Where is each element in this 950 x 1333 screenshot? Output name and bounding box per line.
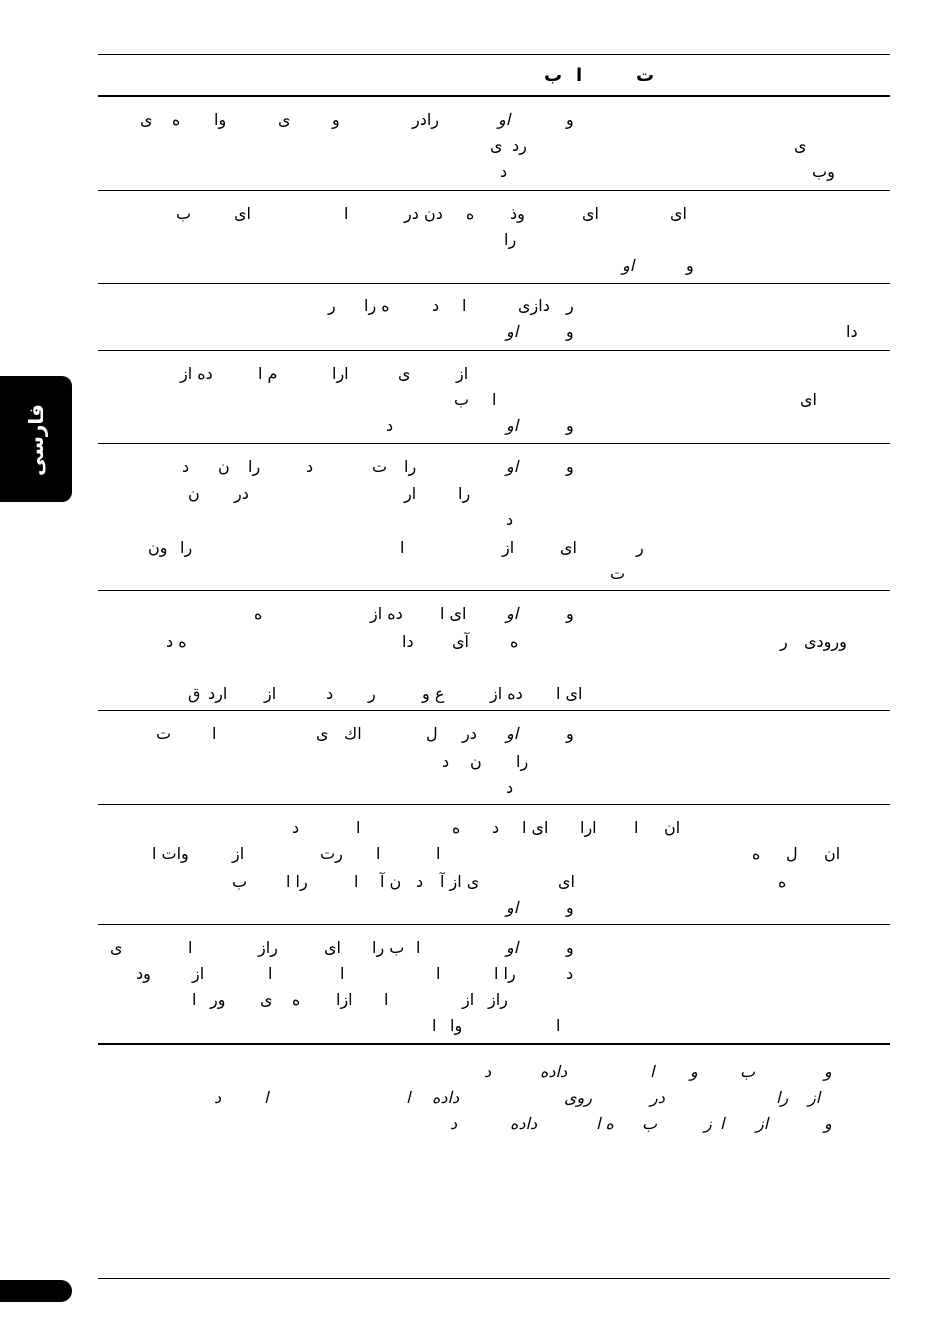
row-text: ب — [176, 204, 192, 223]
row-text: ای — [234, 204, 251, 223]
row-text: د — [326, 684, 334, 703]
row-text: اك — [344, 724, 362, 743]
footnote-text: ا — [264, 1088, 269, 1107]
row-text: ن آ — [380, 872, 402, 891]
row-text: ی — [110, 938, 123, 957]
row-text: ر — [566, 296, 574, 315]
row-text: د — [506, 510, 514, 529]
row-text: ه — [292, 990, 301, 1009]
row-text: ی — [316, 724, 329, 743]
footnote-text: و — [824, 1114, 832, 1133]
row-rule — [98, 190, 890, 191]
row-text: د — [306, 457, 314, 476]
row-text: ه — [510, 632, 519, 651]
row-text: و — [566, 416, 574, 435]
page-number-tab — [0, 1280, 72, 1302]
row-text: ی — [260, 990, 273, 1009]
row-text: او — [498, 110, 511, 129]
top-rule — [98, 54, 890, 55]
bottom-rule — [98, 1278, 890, 1279]
row-text: ل — [786, 844, 798, 863]
row-text: را — [516, 752, 529, 771]
row-text: ا — [188, 938, 193, 957]
row-text: د — [432, 296, 440, 315]
footnote-text: از — [756, 1114, 769, 1133]
row-text: و — [566, 322, 574, 341]
row-text: ر — [328, 296, 336, 315]
row-rule — [98, 283, 890, 284]
row-text: ه — [778, 872, 787, 891]
row-text: را ا — [494, 964, 516, 983]
row-text: رت — [320, 844, 343, 863]
row-text: ن — [218, 457, 230, 476]
row-text: او — [622, 256, 635, 275]
row-text: او — [506, 322, 519, 341]
row-text: و — [566, 457, 574, 476]
footnote-text: را — [776, 1088, 789, 1107]
row-text: و — [566, 724, 574, 743]
row-text: ی از آ — [440, 872, 480, 891]
header-word-2: ا — [576, 65, 583, 86]
language-side-tab — [0, 376, 72, 502]
row-text: در — [234, 484, 249, 503]
language-tab-label: فارسی — [24, 403, 48, 476]
row-text: د — [566, 964, 574, 983]
row-text: ده از — [370, 604, 403, 623]
footnote-text: و — [824, 1062, 832, 1081]
row-text: و — [332, 110, 340, 129]
row-text: ون — [148, 538, 168, 557]
row-text: وب — [812, 162, 835, 181]
row-text: ی — [278, 110, 291, 129]
row-text: وا — [450, 1016, 463, 1035]
row-text: ا — [356, 818, 361, 837]
row-rule — [98, 924, 890, 925]
row-text: ن — [470, 752, 482, 771]
footnote-text: ا — [650, 1062, 655, 1081]
row-text: د — [500, 162, 508, 181]
footnote-text: در — [650, 1088, 665, 1107]
footnote-text: ب — [642, 1114, 658, 1133]
footnote-text: و — [690, 1062, 698, 1081]
row-text: از — [502, 538, 515, 557]
row-text: ازا — [336, 990, 353, 1009]
row-text: ر — [780, 632, 788, 651]
row-text: ورودی — [804, 632, 847, 651]
row-text: ا — [634, 818, 639, 837]
row-text: را — [458, 484, 471, 503]
row-text: ه — [452, 818, 461, 837]
row-text: د — [416, 872, 424, 891]
row-text: ی — [490, 136, 503, 155]
row-text: دا — [846, 322, 858, 341]
row-text: از — [192, 964, 205, 983]
row-text: او — [506, 724, 519, 743]
row-text: رادر — [412, 110, 440, 129]
row-text: ا — [384, 990, 389, 1009]
footnote-text: داده — [510, 1114, 538, 1133]
row-text: را — [180, 538, 193, 557]
row-text: ان — [824, 844, 841, 863]
header-rule — [98, 95, 890, 97]
row-text: ت — [610, 564, 626, 583]
row-text: ارد — [208, 684, 228, 703]
row-text: ا — [344, 204, 349, 223]
row-text: د — [386, 416, 394, 435]
row-text: ت — [156, 724, 172, 743]
row-text: وذ — [510, 204, 525, 223]
row-text: را — [504, 230, 517, 249]
footnote-text: داده — [432, 1088, 460, 1107]
row-text: ای — [558, 872, 575, 891]
row-text: ق — [188, 684, 201, 703]
row-text: را — [248, 457, 261, 476]
row-text: او — [506, 938, 519, 957]
row-text: ه را — [364, 296, 390, 315]
row-text: ا — [354, 872, 359, 891]
footnote-text: روی — [564, 1088, 592, 1107]
table-header — [98, 64, 890, 92]
row-rule — [98, 443, 890, 444]
row-text: ای ا — [522, 818, 549, 837]
row-text: د — [182, 457, 190, 476]
row-text: ار — [404, 484, 417, 503]
row-text: ا — [400, 538, 405, 557]
footnote-text: ه ا — [596, 1114, 614, 1133]
row-text: او — [506, 898, 519, 917]
row-text: ی — [398, 364, 411, 383]
row-text: ای — [670, 204, 687, 223]
row-text: دن در — [404, 204, 443, 223]
row-text: ا — [268, 964, 273, 983]
row-text: ای — [324, 938, 341, 957]
row-text: ود — [136, 964, 151, 983]
row-text: ارا — [580, 818, 597, 837]
row-text: او — [506, 416, 519, 435]
row-text: وا — [214, 110, 227, 129]
row-text: ای ا — [556, 684, 583, 703]
row-text: ه — [466, 204, 475, 223]
row-text: د — [506, 778, 514, 797]
row-text: ه — [172, 110, 181, 129]
row-text: و — [686, 256, 694, 275]
row-rule — [98, 350, 890, 351]
footnote-text: د — [484, 1062, 492, 1081]
row-text: دازی — [518, 296, 550, 315]
row-text: ه د — [166, 632, 187, 651]
row-text: ده از — [490, 684, 523, 703]
row-text: ای — [582, 204, 599, 223]
row-text: او — [506, 457, 519, 476]
row-text: ای — [800, 390, 817, 409]
row-text: د — [442, 752, 450, 771]
row-text: ان — [664, 818, 681, 837]
row-text: از — [462, 990, 475, 1009]
row-text: ا — [462, 296, 467, 315]
row-text: ای ا — [440, 604, 467, 623]
footnote-text: ب — [740, 1062, 756, 1081]
row-text: ی — [140, 110, 153, 129]
row-text: ن — [188, 484, 200, 503]
header-word-3: ب — [544, 65, 563, 86]
row-text: ب — [454, 390, 470, 409]
row-text: را ا — [286, 872, 308, 891]
row-text: ا — [416, 938, 421, 957]
row-text: و — [566, 110, 574, 129]
row-text: ی — [794, 136, 807, 155]
footnote-text: د — [214, 1088, 222, 1107]
row-text: از — [456, 364, 469, 383]
row-text: ل — [426, 724, 438, 743]
row-text: ا — [436, 964, 441, 983]
row-text: و — [566, 938, 574, 957]
row-text: د — [292, 818, 300, 837]
row-text: ا — [432, 1016, 437, 1035]
row-text: ور — [210, 990, 226, 1009]
row-text: ارا — [332, 364, 349, 383]
row-text: ا — [492, 390, 497, 409]
header-word-1: ت — [636, 65, 655, 86]
row-text: ه — [254, 604, 263, 623]
row-text: وات ا — [152, 844, 189, 863]
row-text: ا — [192, 990, 197, 1009]
footnote-text: داده — [540, 1062, 568, 1081]
row-text: از — [264, 684, 277, 703]
row-text: راز — [488, 990, 508, 1009]
row-text: م ا — [258, 364, 278, 383]
row-text: ر — [368, 684, 376, 703]
footnote-text: ا — [406, 1088, 411, 1107]
row-text: ا — [436, 844, 441, 863]
row-text: ب را — [372, 938, 405, 957]
footnote-text: از — [808, 1088, 821, 1107]
row-text: ا — [376, 844, 381, 863]
row-rule — [98, 804, 890, 805]
row-text: و — [566, 604, 574, 623]
footnote-text: ز — [704, 1114, 712, 1133]
row-text: ا — [556, 1016, 561, 1035]
row-rule — [98, 590, 890, 591]
row-text: د — [492, 818, 500, 837]
row-text: ای — [560, 538, 577, 557]
row-text: در — [462, 724, 477, 743]
row-text: را — [404, 457, 417, 476]
row-text: ر — [636, 538, 644, 557]
row-text: ت — [372, 457, 388, 476]
row-rule — [98, 710, 890, 711]
row-text: از — [232, 844, 245, 863]
row-text: رد — [512, 136, 527, 155]
row-text: آی — [452, 632, 469, 651]
row-text: ع و — [422, 684, 445, 703]
row-text: ا — [340, 964, 345, 983]
row-text: و — [566, 898, 574, 917]
row-text: ه — [752, 844, 761, 863]
footnote-text: ا — [720, 1114, 725, 1133]
row-text: راز — [258, 938, 278, 957]
footnote-text: د — [450, 1114, 458, 1133]
row-text: ده از — [180, 364, 213, 383]
row-text: ب — [232, 872, 248, 891]
row-text: دا — [402, 632, 414, 651]
row-text: او — [506, 604, 519, 623]
row-text: ا — [212, 724, 217, 743]
table-bottom-rule — [98, 1043, 890, 1045]
